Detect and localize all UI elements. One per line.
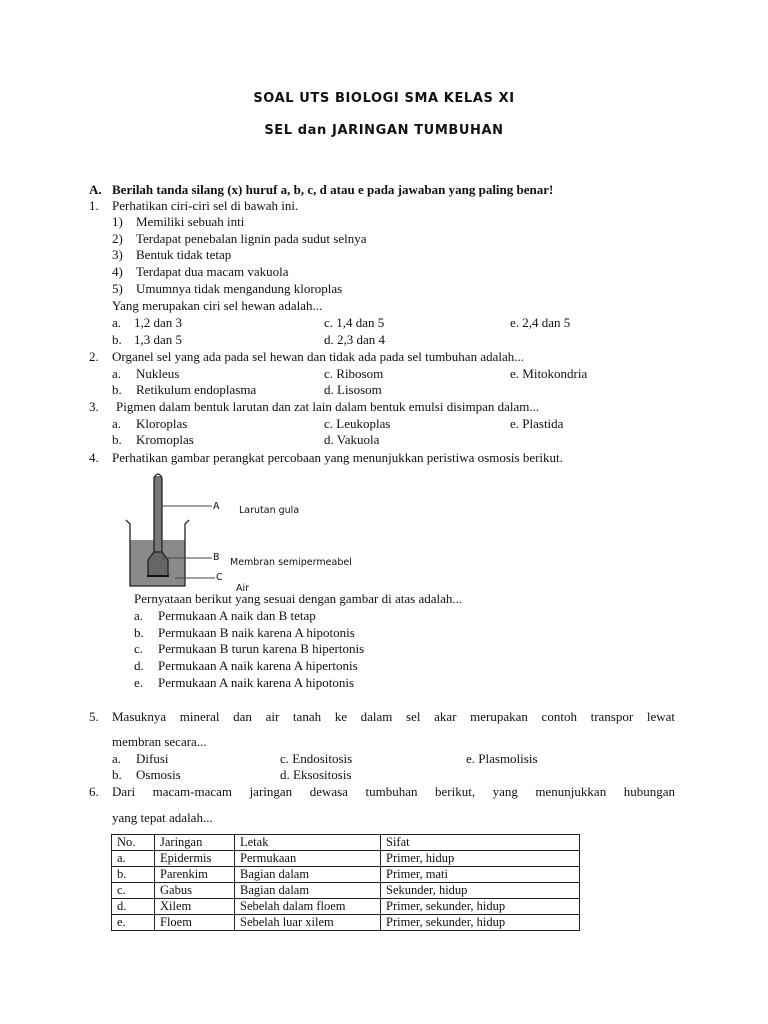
table-header: No. — [112, 835, 155, 851]
q3-text: Pigmen dalam bentuk larutan dan zat lain dalam bentuk emulsi disimpan dalam... — [116, 399, 540, 414]
q5-option-a-letter: a. — [112, 751, 122, 766]
figure-label-c: C — [216, 572, 223, 583]
table-cell: Floem — [155, 915, 235, 931]
q2-option-d: d. Lisosom — [324, 382, 382, 397]
q1-option-b: 1,3 dan 5 — [134, 332, 183, 347]
table-cell: Primer, sekunder, hidup — [381, 899, 580, 915]
q1-item-text: Memiliki sebuah inti — [136, 214, 245, 229]
q4-option-letter: b. — [134, 625, 144, 640]
q1-option-a-letter: a. — [112, 315, 122, 330]
q4-option-letter: c. — [134, 641, 144, 656]
table-cell: Gabus — [155, 883, 235, 899]
figure-label-b: B — [213, 552, 220, 563]
q1-item-text: Bentuk tidak tetap — [136, 247, 232, 262]
table-header: Sifat — [381, 835, 580, 851]
q3-option-b-letter: b. — [112, 432, 122, 447]
q1-question: Yang merupakan ciri sel hewan adalah... — [112, 298, 323, 313]
q1-item-text: Terdapat penebalan lignin pada sudut selnya — [136, 231, 367, 246]
section-instruction: Berilah tanda silang (x) huruf a, b, c, d atau e pada jawaban yang paling benar! — [112, 182, 554, 197]
q1-item-text: Umumnya tidak mengandung kloroplas — [136, 281, 343, 296]
page-title: SOAL UTS BIOLOGI SMA KELAS XI — [253, 91, 515, 106]
q3-number: 3. — [89, 399, 99, 414]
q2-option-b: Retikulum endoplasma — [136, 382, 257, 397]
q1-item-num: 3) — [112, 247, 123, 262]
q3-option-a: Kloroplas — [136, 416, 188, 431]
q4-option-letter: a. — [134, 608, 144, 623]
q1-number: 1. — [89, 198, 99, 213]
q2-option-a: Nukleus — [136, 366, 180, 381]
q2-text: Organel sel yang ada pada sel hewan dan tidak ada pada sel tumbuhan adalah... — [112, 349, 524, 364]
table-cell: Primer, mati — [381, 867, 580, 883]
osmosis-figure — [120, 470, 420, 595]
table-cell: Primer, sekunder, hidup — [381, 915, 580, 931]
table-row — [112, 883, 580, 899]
table-cell: d. — [112, 899, 155, 915]
table-cell: Primer, hidup — [381, 851, 580, 867]
table-cell: b. — [112, 867, 155, 883]
q1-text: Perhatikan ciri-ciri sel di bawah ini. — [112, 198, 299, 213]
table-cell: Parenkim — [155, 867, 235, 883]
page-subtitle: SEL dan JARINGAN TUMBUHAN — [264, 123, 504, 138]
table-cell: Bagian dalam — [235, 883, 381, 899]
q4-option-text: Permukaan A naik karena A hipertonis — [158, 658, 358, 673]
q1-option-d: d. 2,3 dan 4 — [324, 332, 386, 347]
table-row — [112, 915, 580, 931]
table-row — [112, 851, 580, 867]
table-cell: Sebelah luar xilem — [235, 915, 381, 931]
table-cell: e. — [112, 915, 155, 931]
table-row — [112, 899, 580, 915]
q1-option-c: c. 1,4 dan 5 — [324, 315, 385, 330]
q5-option-b: Osmosis — [136, 767, 181, 782]
table-header: Jaringan — [155, 835, 235, 851]
q5-text-line2: membran secara... — [112, 734, 207, 749]
table-header: Letak — [235, 835, 381, 851]
q6-text-line2: yang tepat adalah... — [112, 810, 213, 825]
q5-number: 5. — [89, 709, 99, 724]
tube-solution — [154, 476, 162, 554]
q4-option-letter: d. — [134, 658, 144, 673]
table-cell: a. — [112, 851, 155, 867]
table-cell: Bagian dalam — [235, 867, 381, 883]
q5-option-b-letter: b. — [112, 767, 122, 782]
table-cell: Sebelah dalam floem — [235, 899, 381, 915]
q1-option-a: 1,2 dan 3 — [134, 315, 183, 330]
q6-text-line1: Dari macam-macam jaringan dewasa tumbuhan berikut, yang menunjukkan hubungan — [112, 784, 675, 799]
q1-item-text: Terdapat dua macam vakuola — [136, 264, 289, 279]
section-letter: A. — [89, 182, 102, 197]
q4-option-text: Permukaan B naik karena A hipotonis — [158, 625, 355, 640]
q4-number: 4. — [89, 450, 99, 465]
figure-label-air: Air — [236, 583, 250, 594]
q4-option-text: Permukaan A naik karena A hipotonis — [158, 675, 355, 690]
q4-question: Pernyataan berikut yang sesuai dengan gambar di atas adalah... — [134, 591, 463, 606]
q1-option-e: e. 2,4 dan 5 — [510, 315, 571, 330]
q3-option-a-letter: a. — [112, 416, 122, 431]
q2-option-c: c. Ribosom — [324, 366, 384, 381]
q3-option-d: d. Vakuola — [324, 432, 380, 447]
q1-item-num: 4) — [112, 264, 123, 279]
table-cell: Permukaan — [235, 851, 381, 867]
q5-option-a: Difusi — [136, 751, 169, 766]
q3-option-c: c. Leukoplas — [324, 416, 391, 431]
q1-item-num: 2) — [112, 231, 123, 246]
table-cell: Epidermis — [155, 851, 235, 867]
q5-text-line1: Masuknya mineral dan air tanah ke dalam sel akar merupakan contoh transpor lewat — [112, 709, 675, 724]
q4-text: Perhatikan gambar perangkat percobaan yang menunjukkan peristiwa osmosis berikut. — [112, 450, 563, 465]
table-row — [112, 867, 580, 883]
q5-option-d: d. Eksositosis — [280, 767, 352, 782]
q1-item-num: 1) — [112, 214, 123, 229]
q5-option-e: e. Plasmolisis — [466, 751, 538, 766]
table-cell: Xilem — [155, 899, 235, 915]
q2-option-b-letter: b. — [112, 382, 122, 397]
figure-label-larutan: Larutan gula — [239, 505, 300, 516]
table-cell: Sekunder, hidup — [381, 883, 580, 899]
q4-option-letter: e. — [134, 675, 144, 690]
q6-table — [111, 834, 580, 931]
q1-option-b-letter: b. — [112, 332, 122, 347]
q3-option-e: e. Plastida — [510, 416, 564, 431]
q4-option-text: Permukaan A naik dan B tetap — [158, 608, 316, 623]
figure-label-membran: Membran semipermeabel — [230, 557, 352, 568]
thistle-funnel — [148, 552, 168, 576]
q2-option-a-letter: a. — [112, 366, 122, 381]
q1-item-num: 5) — [112, 281, 123, 296]
table-header-row — [112, 835, 580, 851]
q3-option-b: Kromoplas — [136, 432, 194, 447]
q2-option-e: e. Mitokondria — [510, 366, 588, 381]
q6-number: 6. — [89, 784, 99, 799]
q2-number: 2. — [89, 349, 99, 364]
figure-label-a: A — [213, 501, 220, 512]
table-cell: c. — [112, 883, 155, 899]
q5-option-c: c. Endositosis — [280, 751, 353, 766]
q4-option-text: Permukaan B turun karena B hipertonis — [158, 641, 365, 656]
